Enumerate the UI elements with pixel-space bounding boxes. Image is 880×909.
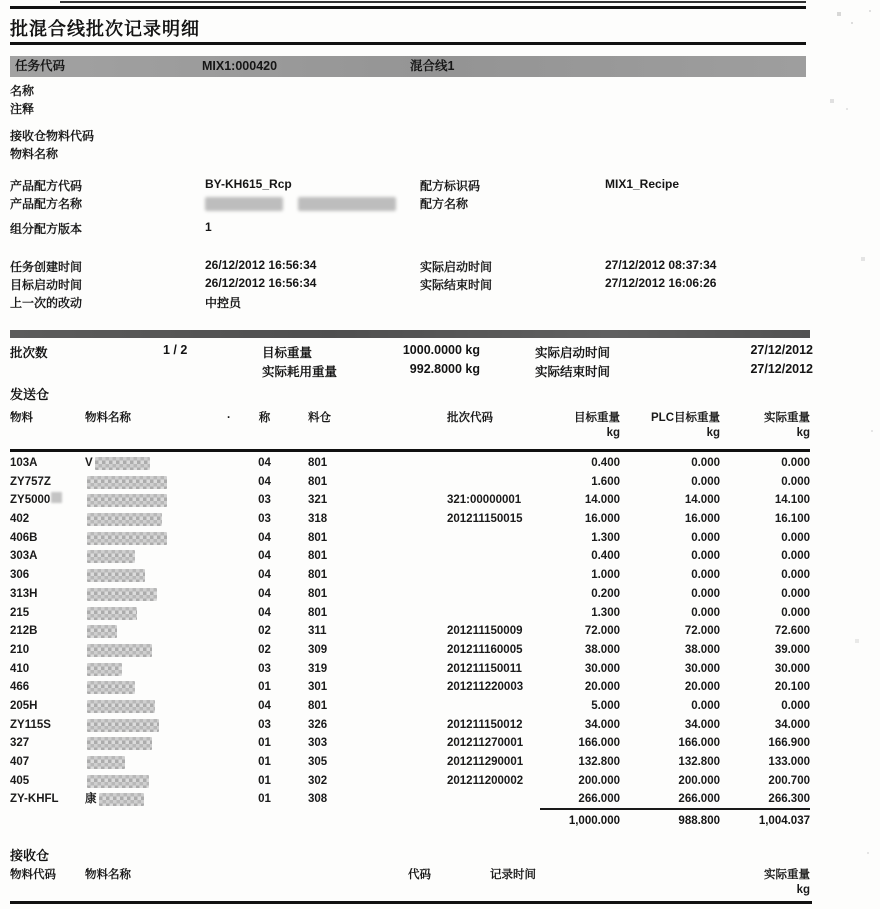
material-name-redacted: 康 xyxy=(85,790,237,809)
scan-artifact-dot: . xyxy=(227,409,231,421)
batch-target-value: 1000.0000 kg xyxy=(402,343,480,357)
last-change-label: 上一次的改动 xyxy=(10,296,83,310)
recv-col-material-code: 物料代码 xyxy=(10,869,56,881)
unit-kg: kg xyxy=(706,427,720,439)
redaction-block xyxy=(87,625,117,638)
col-material: 物料 xyxy=(10,412,33,424)
scale-value: 01 xyxy=(258,681,271,694)
material-code: 306 xyxy=(10,569,30,582)
bin-value: 309 xyxy=(308,643,328,656)
batch-code-value: 201211160005 xyxy=(447,643,523,656)
batch-code-value: 201211290001 xyxy=(447,756,524,768)
redaction-block xyxy=(87,607,137,620)
table-row xyxy=(10,547,810,566)
table-row xyxy=(10,753,810,772)
plc-weight-value: 20.000 xyxy=(684,681,720,694)
version-label: 组分配方版本 xyxy=(10,222,83,236)
material-code: ZY757Z xyxy=(10,475,51,488)
target-weight-value: 72.000 xyxy=(584,625,620,638)
recipe-code-value: BY-KH615_Rcp xyxy=(205,177,292,191)
actual-weight-value: 16.100 xyxy=(774,513,810,526)
totals-rule xyxy=(540,808,810,810)
send-table-rows xyxy=(10,454,810,809)
material-code: ZY115S xyxy=(10,718,51,731)
table-row xyxy=(10,678,810,697)
recv-col-record-time: 记录时间 xyxy=(490,869,536,881)
send-section-title: 发送仓 xyxy=(10,387,50,402)
material-name-redacted xyxy=(85,772,237,791)
actual-weight-value: 0.000 xyxy=(781,587,810,600)
table-row xyxy=(10,604,810,623)
redaction-block xyxy=(87,532,167,545)
scale-value: 04 xyxy=(258,587,271,600)
material-code: 303A xyxy=(10,550,38,563)
material-code: 313H xyxy=(10,587,38,600)
version-value: 1 xyxy=(205,220,212,234)
bin-value: 301 xyxy=(308,681,328,694)
target-start-value: 26/12/2012 16:56:34 xyxy=(205,276,317,290)
actual-weight-value: 0.000 xyxy=(781,569,810,582)
material-name-redacted xyxy=(85,678,237,697)
scale-value: 03 xyxy=(258,494,271,507)
batch-code-value: 201211270001 xyxy=(447,737,524,750)
redaction-block xyxy=(87,588,157,601)
material-name-redacted xyxy=(85,585,237,604)
recv-col-code: 代码 xyxy=(408,869,431,881)
material-name-redacted xyxy=(85,716,237,735)
material-code: 103A xyxy=(10,457,38,469)
actual-weight-value: 0.000 xyxy=(781,699,810,712)
col-target-weight: 目标重量 xyxy=(574,412,620,424)
scale-value: 04 xyxy=(258,699,271,712)
plc-weight-value: 0.000 xyxy=(691,587,720,600)
redaction-block xyxy=(87,550,135,563)
redacted-recipe-name-1 xyxy=(205,197,283,211)
target-weight-value: 0.400 xyxy=(591,550,620,563)
batch-code-value: 321:00000001 xyxy=(447,494,522,507)
scan-noise xyxy=(0,0,2,2)
table-header-rule xyxy=(10,449,810,452)
material-code: 210 xyxy=(10,643,30,656)
material-name-redacted xyxy=(85,697,237,716)
col-scale: . 称 xyxy=(227,409,271,424)
bin-value: 308 xyxy=(308,793,328,806)
table-row xyxy=(10,454,810,473)
actual-weight-value: 0.000 xyxy=(781,550,810,563)
batch-start-value: 27/12/2012 xyxy=(750,343,813,357)
recipe-id-value: MIX1_Recipe xyxy=(605,177,680,191)
table-row xyxy=(10,585,810,604)
batch-code-value: 201211200002 xyxy=(447,774,524,787)
material-name-redacted xyxy=(85,622,237,641)
redaction-block xyxy=(87,700,155,713)
batch-code-value: 201211150009 xyxy=(447,625,523,638)
recipe-name2-label: 配方名称 xyxy=(420,197,469,211)
actual-end-label: 实际结束时间 xyxy=(420,278,493,292)
total-target: 1,000.000 xyxy=(568,815,620,827)
target-weight-value: 5.000 xyxy=(591,699,620,712)
bin-value: 801 xyxy=(308,531,328,544)
bin-value: 801 xyxy=(308,606,328,619)
plc-weight-value: 0.000 xyxy=(691,531,720,544)
material-name-redacted: V xyxy=(85,454,237,473)
material-code: ZY5000 xyxy=(10,491,85,510)
redaction-block xyxy=(87,737,152,750)
send-table-units xyxy=(10,427,810,439)
actual-weight-value: 39.000 xyxy=(774,643,810,656)
created-value: 26/12/2012 16:56:34 xyxy=(205,258,317,272)
plc-weight-value: 30.000 xyxy=(684,662,720,675)
material-code: 410 xyxy=(10,662,30,675)
top-thin-rule xyxy=(60,1,806,3)
plc-weight-value: 0.000 xyxy=(691,569,720,582)
target-weight-value: 1.600 xyxy=(591,475,620,488)
actual-weight-value: 0.000 xyxy=(781,457,810,469)
title-bottom-rule xyxy=(10,42,806,45)
bin-value: 303 xyxy=(308,737,328,750)
target-weight-value: 1.300 xyxy=(591,606,620,619)
batch-code-value: 201211150012 xyxy=(447,718,523,731)
recv-material-name-label: 物料名称 xyxy=(10,147,59,161)
material-code: 327 xyxy=(10,737,30,750)
actual-weight-value: 200.700 xyxy=(768,774,810,787)
table-row xyxy=(10,697,810,716)
redaction-block xyxy=(95,457,150,470)
recv-col-material-name: 物料名称 xyxy=(85,869,131,881)
actual-weight-value: 0.000 xyxy=(781,531,810,544)
target-weight-value: 200.000 xyxy=(578,774,620,787)
actual-start-value: 27/12/2012 08:37:34 xyxy=(605,258,717,272)
target-weight-value: 38.000 xyxy=(584,643,620,656)
material-code: 205H xyxy=(10,699,38,712)
col-actual-weight: 实际重量 xyxy=(764,412,810,424)
note-label: 注释 xyxy=(10,102,35,116)
scale-value: 01 xyxy=(258,774,271,787)
target-weight-value: 1.300 xyxy=(591,531,620,544)
scale-value: 02 xyxy=(258,625,271,638)
actual-weight-value: 34.000 xyxy=(774,718,810,731)
scale-value: 04 xyxy=(258,531,271,544)
table-row xyxy=(10,491,810,510)
actual-weight-value: 72.600 xyxy=(774,625,810,638)
scale-value: 04 xyxy=(258,475,271,488)
table-row xyxy=(10,772,810,791)
total-actual: 1,004.037 xyxy=(758,815,810,827)
scale-value: 02 xyxy=(258,643,271,656)
material-name-redacted xyxy=(85,473,237,492)
task-code-bar xyxy=(10,56,806,77)
send-table-header xyxy=(10,409,810,425)
recv-material-code-label: 接收仓物料代码 xyxy=(10,129,95,143)
recv-col-actual-weight: 实际重量 xyxy=(764,869,810,881)
bin-value: 321 xyxy=(308,494,328,507)
table-row xyxy=(10,529,810,548)
bin-value: 801 xyxy=(308,569,328,582)
target-weight-value: 14.000 xyxy=(584,494,620,507)
name-label: 名称 xyxy=(10,84,35,98)
plc-weight-value: 0.000 xyxy=(691,457,720,469)
target-weight-value: 16.000 xyxy=(584,513,620,526)
redaction-block xyxy=(87,644,152,657)
scale-value: 04 xyxy=(258,569,271,582)
table-row xyxy=(10,790,810,809)
scale-value: 04 xyxy=(258,550,271,563)
scale-value: 01 xyxy=(258,737,271,750)
recv-header-rule xyxy=(10,901,812,904)
scale-value: 03 xyxy=(258,718,271,731)
scale-value: 03 xyxy=(258,513,271,526)
bin-value: 302 xyxy=(308,774,328,787)
scale-value: 03 xyxy=(258,662,271,675)
target-weight-value: 132.800 xyxy=(578,756,620,768)
material-code: 406B xyxy=(10,531,38,544)
actual-weight-value: 0.000 xyxy=(781,606,810,619)
bin-value: 801 xyxy=(308,475,328,488)
redaction-block xyxy=(87,681,135,694)
bin-value: 318 xyxy=(308,513,328,526)
material-name-redacted xyxy=(85,491,237,510)
plc-weight-value: 0.000 xyxy=(691,550,720,563)
material-code: 466 xyxy=(10,681,30,694)
target-weight-value: 266.000 xyxy=(578,793,620,806)
actual-weight-value: 0.000 xyxy=(781,475,810,488)
batch-code-value: 201211150015 xyxy=(447,513,523,526)
redaction-block xyxy=(87,756,125,769)
plc-weight-value: 0.000 xyxy=(691,606,720,619)
target-weight-value: 0.200 xyxy=(591,587,620,600)
material-name-redacted xyxy=(85,734,237,753)
unit-kg: kg xyxy=(796,427,810,439)
batch-count-label: 批次数 xyxy=(10,346,48,360)
target-start-label: 目标启动时间 xyxy=(10,278,83,292)
recipe-id-label: 配方标识码 xyxy=(420,179,481,193)
bin-value: 311 xyxy=(308,625,327,638)
table-row xyxy=(10,622,810,641)
task-code-value: MIX1:000420 xyxy=(202,59,278,73)
target-weight-value: 1.000 xyxy=(591,569,620,582)
table-row xyxy=(10,734,810,753)
recv-section-title: 接收仓 xyxy=(10,848,50,863)
plc-weight-value: 34.000 xyxy=(684,718,720,731)
batch-start-label: 实际启动时间 xyxy=(535,346,611,360)
scale-value: 01 xyxy=(258,756,271,768)
batch-count-value: 1 / 2 xyxy=(163,343,188,357)
material-name-redacted xyxy=(85,529,237,548)
plc-weight-value: 0.000 xyxy=(691,699,720,712)
redaction-block xyxy=(87,494,167,507)
redaction-block xyxy=(99,793,144,806)
redaction-block xyxy=(87,513,162,526)
last-change-value: 中控员 xyxy=(205,296,242,310)
page-title: 批混合线批次记录明细 xyxy=(10,19,200,39)
bin-value: 801 xyxy=(308,550,328,563)
table-row xyxy=(10,510,810,529)
redacted-char xyxy=(51,492,62,503)
material-code: 212B xyxy=(10,625,38,638)
actual-weight-value: 133.000 xyxy=(768,756,810,768)
mix-line-value: 混合线1 xyxy=(410,59,455,73)
redaction-block xyxy=(87,719,159,732)
bin-value: 801 xyxy=(308,699,328,712)
target-weight-value: 0.400 xyxy=(591,457,620,469)
batch-end-value: 27/12/2012 xyxy=(750,362,813,376)
material-name-redacted xyxy=(85,641,237,660)
actual-start-label: 实际启动时间 xyxy=(420,260,493,274)
material-name-redacted xyxy=(85,660,237,679)
plc-weight-value: 16.000 xyxy=(684,513,720,526)
actual-weight-value: 266.300 xyxy=(768,793,810,806)
bin-value: 305 xyxy=(308,756,328,768)
batch-consumed-label: 实际耗用重量 xyxy=(262,365,338,379)
plc-weight-value: 266.000 xyxy=(678,793,720,806)
table-row xyxy=(10,660,810,679)
batch-code-value: 201211150011 xyxy=(447,662,522,675)
top-thick-rule xyxy=(10,6,806,9)
target-weight-value: 30.000 xyxy=(584,662,620,675)
target-weight-value: 34.000 xyxy=(584,718,620,731)
redaction-block xyxy=(87,775,149,788)
batch-target-label: 目标重量 xyxy=(262,346,313,360)
col-batch-code: 批次代码 xyxy=(447,412,493,424)
material-code: 405 xyxy=(10,774,30,787)
col-material-name: 物料名称 xyxy=(85,412,131,424)
bin-value: 801 xyxy=(308,587,328,600)
plc-weight-value: 166.000 xyxy=(678,737,720,750)
material-code: 407 xyxy=(10,756,30,768)
batch-code-value: 201211220003 xyxy=(447,681,524,694)
send-table-totals xyxy=(10,812,810,830)
col-plc-target-weight: PLC目标重量 xyxy=(651,412,720,424)
material-code: 402 xyxy=(10,513,30,526)
table-row xyxy=(10,566,810,585)
plc-weight-value: 0.000 xyxy=(691,475,720,488)
table-row xyxy=(10,641,810,660)
target-weight-value: 20.000 xyxy=(584,681,620,694)
actual-weight-value: 166.900 xyxy=(768,737,810,750)
material-name-redacted xyxy=(85,604,237,623)
target-weight-value: 166.000 xyxy=(578,737,620,750)
table-row xyxy=(10,473,810,492)
actual-weight-value: 30.000 xyxy=(774,662,810,675)
plc-weight-value: 200.000 xyxy=(678,774,720,787)
task-code-label: 任务代码 xyxy=(15,59,66,73)
redacted-recipe-name-2 xyxy=(298,197,396,211)
bin-value: 319 xyxy=(308,662,328,675)
actual-weight-value: 14.100 xyxy=(774,494,810,507)
redaction-block xyxy=(87,663,122,676)
plc-weight-value: 38.000 xyxy=(684,643,720,656)
plc-weight-value: 132.800 xyxy=(678,756,720,768)
scale-value: 01 xyxy=(258,793,271,806)
material-code: 215 xyxy=(10,606,30,619)
redaction-block xyxy=(87,569,145,582)
material-code: ZY-KHFL xyxy=(10,793,59,806)
material-name-redacted xyxy=(85,566,237,585)
col-bin: 料仓 xyxy=(308,412,331,424)
recipe-code-label: 产品配方代码 xyxy=(10,179,83,193)
actual-end-value: 27/12/2012 16:06:26 xyxy=(605,276,717,290)
plc-weight-value: 14.000 xyxy=(684,494,720,507)
created-label: 任务创建时间 xyxy=(10,260,83,274)
material-name-redacted xyxy=(85,510,237,529)
material-name-redacted xyxy=(85,547,237,566)
unit-kg: kg xyxy=(606,427,620,439)
table-row xyxy=(10,716,810,735)
recipe-name-label: 产品配方名称 xyxy=(10,197,83,211)
scale-value: 04 xyxy=(258,606,271,619)
section-divider-bar xyxy=(10,330,810,338)
bin-value: 326 xyxy=(308,718,328,731)
material-name-redacted xyxy=(85,753,237,772)
redaction-block xyxy=(87,476,167,489)
actual-weight-value: 20.100 xyxy=(774,681,810,694)
scale-value: 04 xyxy=(258,457,271,469)
total-plc: 988.800 xyxy=(678,815,720,827)
bin-value: 801 xyxy=(308,457,328,469)
recv-unit-kg: kg xyxy=(796,884,810,896)
batch-consumed-value: 992.8000 kg xyxy=(409,362,480,376)
plc-weight-value: 72.000 xyxy=(684,625,720,638)
batch-end-label: 实际结束时间 xyxy=(535,365,611,379)
